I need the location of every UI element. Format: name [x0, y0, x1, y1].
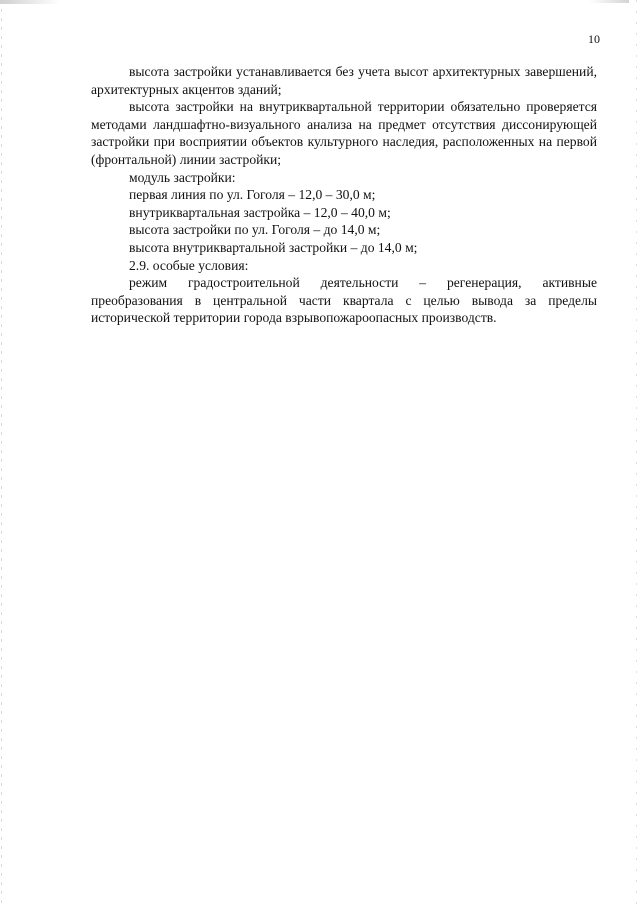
scan-artifact-top-right — [589, 0, 629, 3]
paragraph-height-visual-analysis: высота застройки на внутриквартальной территории обязательно проверяется методами ландшафтно-визуального анализа на предмет отсутствия диссонирующей застройки при восприятии объектов культурного наследия, расположенных на первой (фронтальной) линии застройки; — [91, 99, 597, 167]
scan-artifact-right-edge — [636, 0, 637, 905]
paragraph-height-no-accents: высота застройки устанавливается без учета высот архитектурных завершений, архитектурных акцентов зданий; — [91, 64, 597, 97]
list-item-first-line-gogol: первая линия по ул. Гоголя – 12,0 – 30,0 м; — [129, 187, 376, 203]
document-body — [91, 63, 597, 327]
section-heading-special-conditions: 2.9. особые условия: — [129, 257, 249, 273]
paragraph-regeneration-regime: режим градостроительной деятельности – регенерация, активные преобразования в центральной части квартала с целью вывода за пределы исторической территории города взрывопожароопасных производств. — [91, 275, 597, 326]
list-item-height-intra-block: высота внутриквартальной застройки – до 14,0 м; — [129, 239, 418, 255]
scan-artifact-top-left — [0, 0, 60, 4]
paragraph-building-module: модуль застройки: — [129, 169, 236, 185]
list-item-intra-block-building: внутриквартальная застройка – 12,0 – 40,0 м; — [129, 204, 391, 220]
list-item-height-gogol: высота застройки по ул. Гоголя – до 14,0 м; — [129, 222, 381, 238]
page-number: 10 — [588, 32, 600, 46]
scan-artifact-left-edge — [1, 0, 2, 905]
